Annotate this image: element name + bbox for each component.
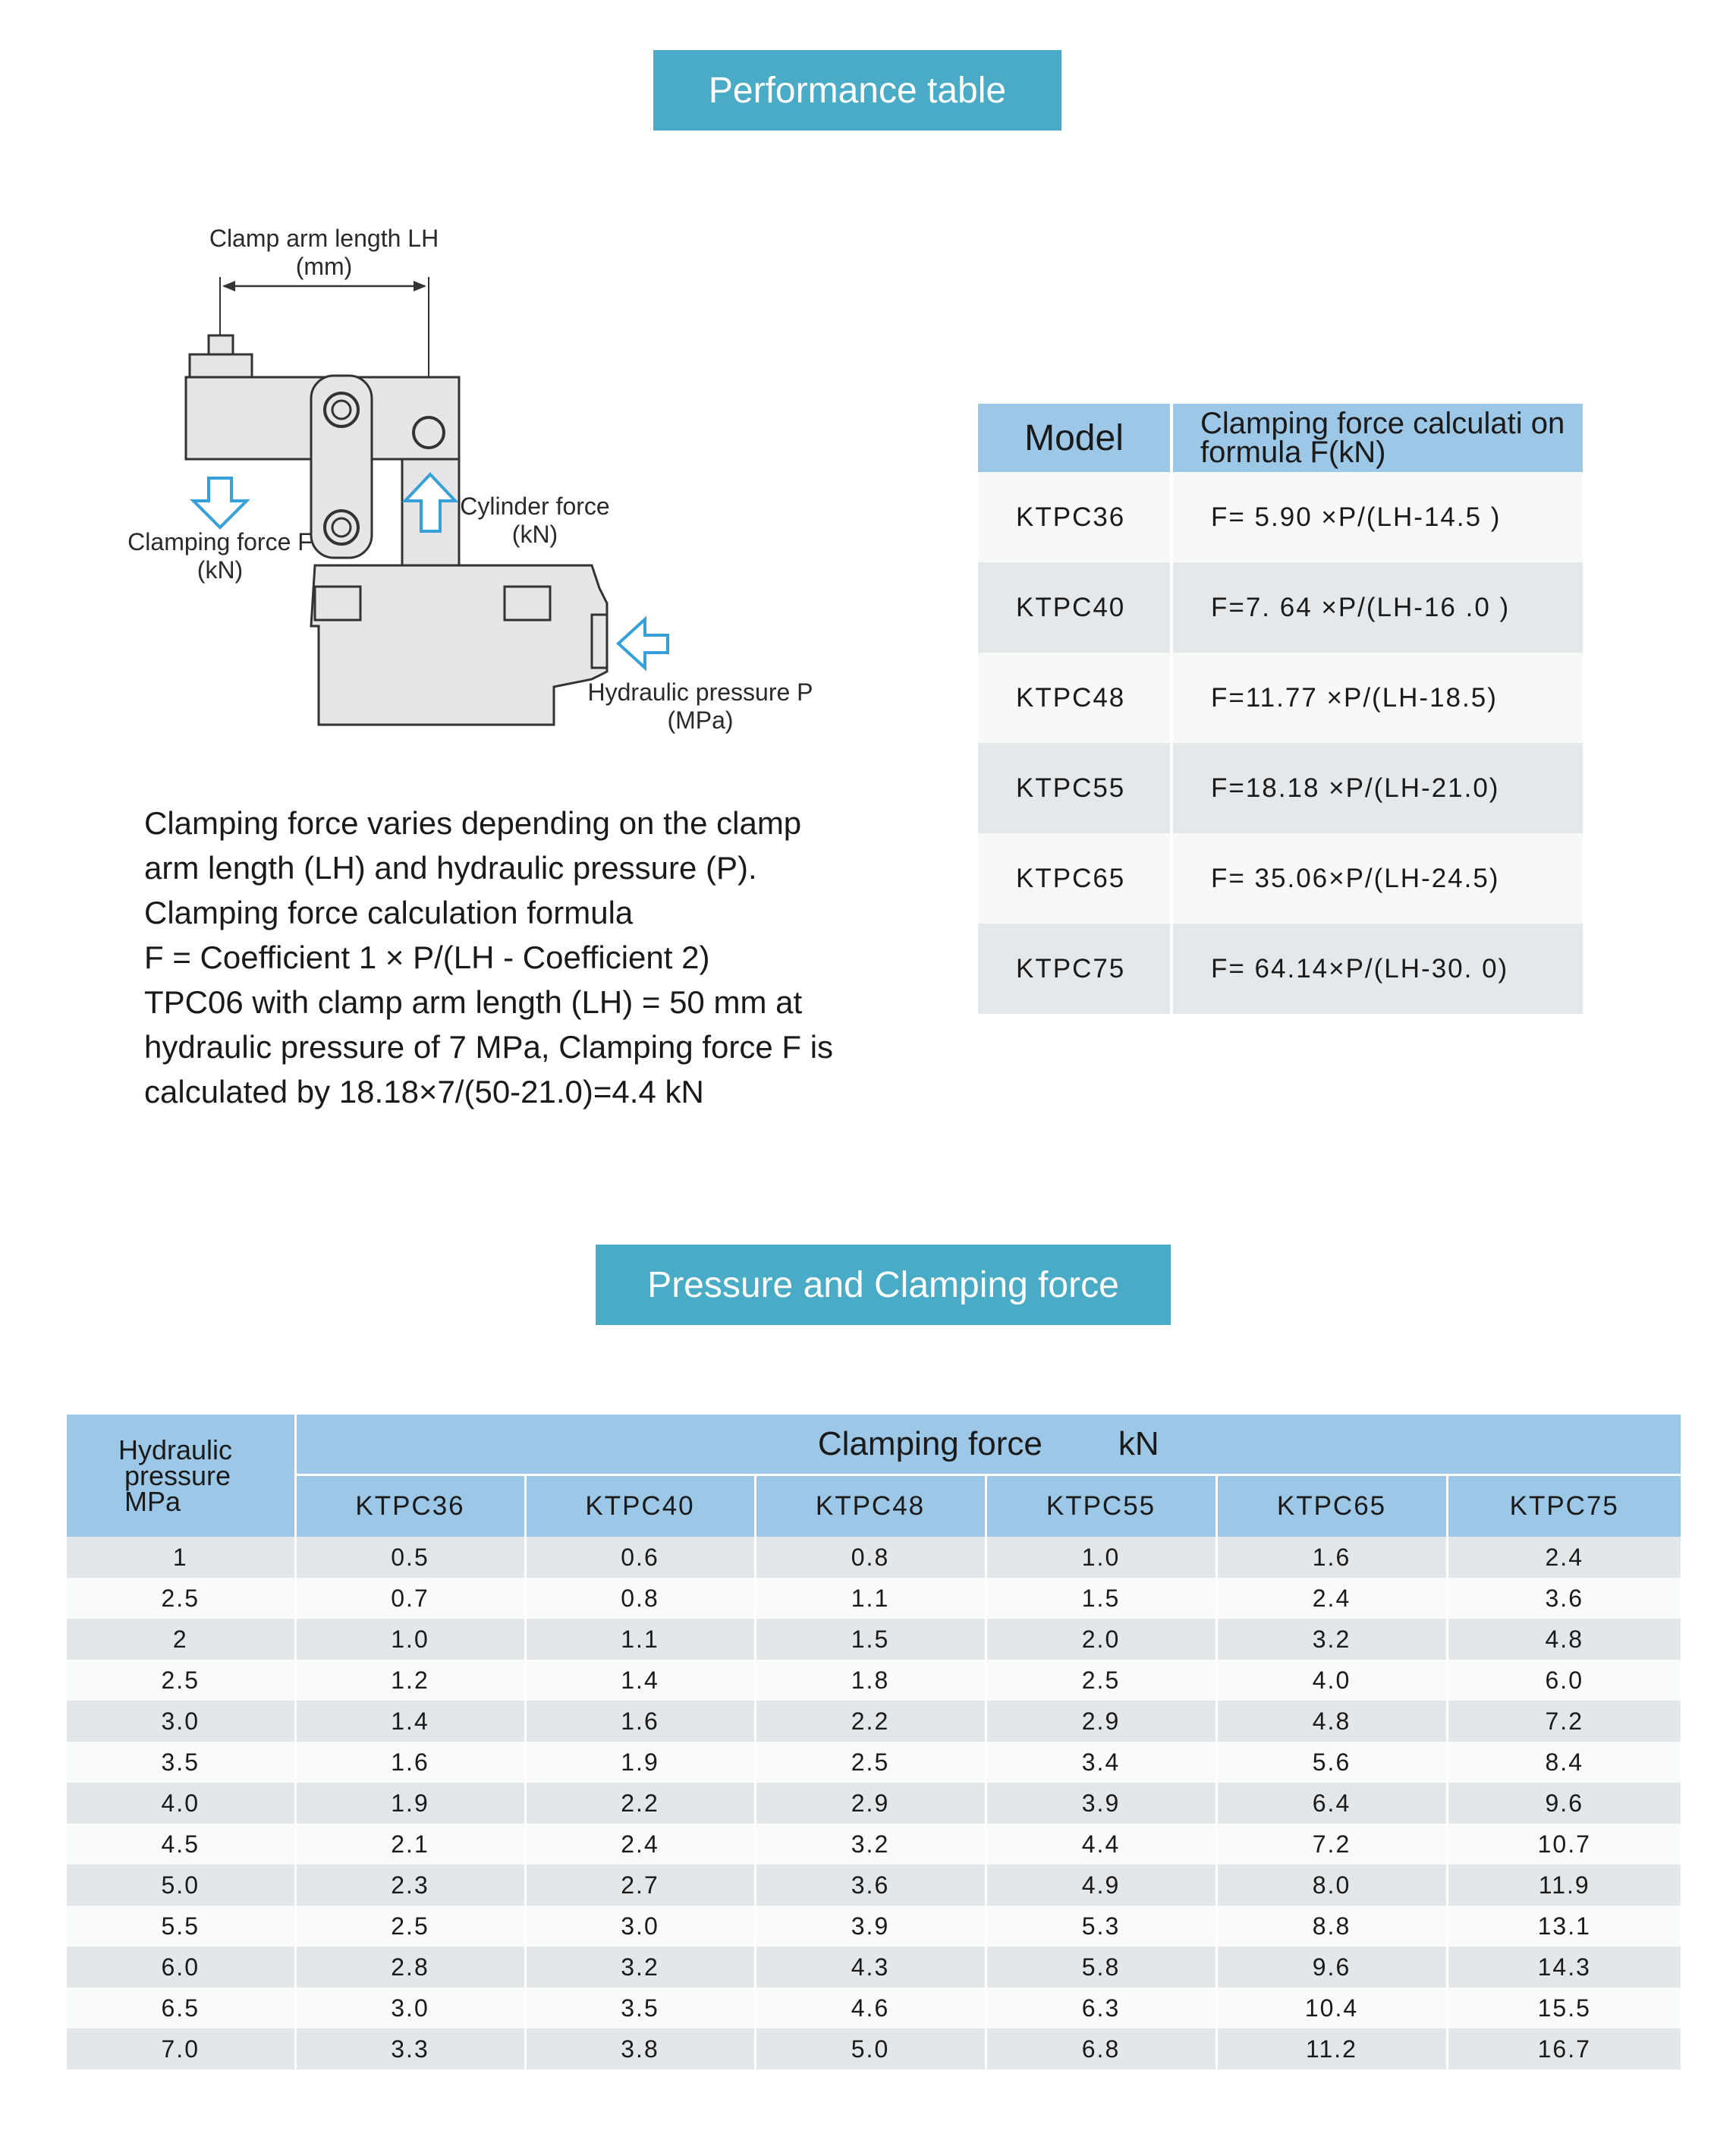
force-cell: 3.2 (755, 1824, 986, 1865)
force-cell: 1.9 (525, 1742, 755, 1783)
force-cell: 3.0 (525, 1906, 755, 1947)
model-header: KTPC40 (525, 1475, 755, 1538)
force-cell: 4.9 (986, 1865, 1216, 1906)
header-clamping-force (295, 1415, 1681, 1475)
force-cell: 7.2 (1216, 1824, 1447, 1865)
formula-table-header (978, 404, 1583, 472)
description-line: Clamping force calculation formula (144, 895, 634, 930)
table-row (67, 1988, 1681, 2029)
pressure-table-model-row (67, 1475, 1681, 1538)
pressure-cell: 3.5 (67, 1742, 295, 1783)
force-cell: 5.6 (1216, 1742, 1447, 1783)
force-cell: 1.8 (755, 1660, 986, 1701)
force-cell: 3.2 (1216, 1619, 1447, 1660)
header-model: Model (978, 404, 1171, 472)
force-cell: 0.8 (525, 1578, 755, 1619)
force-cell: 4.0 (1216, 1660, 1447, 1701)
force-cell: 10.4 (1216, 1988, 1447, 2029)
force-cell: 5.0 (755, 2029, 986, 2069)
force-cell: 3.4 (986, 1742, 1216, 1783)
description-line: F = Coefficient 1 × P/(LH - Coefficient 2) (144, 940, 710, 975)
force-cell: 2.4 (1447, 1537, 1681, 1578)
force-cell: 16.7 (1447, 2029, 1681, 2069)
clamping-force-label: Clamping force F (127, 528, 313, 556)
table-row (67, 1783, 1681, 1824)
pressure-cell: 4.0 (67, 1783, 295, 1824)
table-row (67, 1660, 1681, 1701)
header-formula (1171, 404, 1583, 472)
pressure-cell: 5.0 (67, 1865, 295, 1906)
force-cell: 1.0 (986, 1537, 1216, 1578)
force-cell: 13.1 (1447, 1906, 1681, 1947)
description-text (144, 801, 903, 1114)
arm-length-label: Clamp arm length LH (209, 225, 439, 252)
model-header: KTPC65 (1216, 1475, 1447, 1538)
table-row (67, 2029, 1681, 2069)
force-cell: 14.3 (1447, 1947, 1681, 1988)
cylinder-force-unit: (kN) (511, 521, 558, 548)
table-row (67, 1824, 1681, 1865)
table-row (67, 1947, 1681, 1988)
table-row (67, 1537, 1681, 1578)
force-cell: 0.8 (755, 1537, 986, 1578)
pressure-cell: 3.0 (67, 1701, 295, 1742)
force-cell: 1.9 (295, 1783, 525, 1824)
model-cell: KTPC40 (978, 562, 1171, 653)
formula-cell: F= 64.14×P/(LH-30. 0) (1171, 924, 1583, 1014)
formula-cell: F= 35.06×P/(LH-24.5) (1171, 833, 1583, 924)
pressure-cell: 5.5 (67, 1906, 295, 1947)
header-pressure-line2: pressure (124, 1459, 231, 1491)
force-cell: 1.5 (986, 1578, 1216, 1619)
force-cell: 4.3 (755, 1947, 986, 1988)
model-cell: KTPC48 (978, 653, 1171, 743)
pressure-cell: 4.5 (67, 1824, 295, 1865)
force-cell: 6.0 (1447, 1660, 1681, 1701)
description-line: TPC06 with clamp arm length (LH) = 50 mm at (144, 984, 803, 1020)
pressure-table-header (67, 1415, 1681, 1475)
pressure-cell: 2 (67, 1619, 295, 1660)
formula-table (978, 404, 1583, 1014)
force-cell: 3.9 (755, 1906, 986, 1947)
table-row (67, 1701, 1681, 1742)
table-row (67, 1619, 1681, 1660)
hydraulic-pressure-unit: (MPa) (667, 707, 734, 734)
pressure-cell: 7.0 (67, 2029, 295, 2069)
force-cell: 2.5 (986, 1660, 1216, 1701)
force-cell: 5.8 (986, 1947, 1216, 1988)
force-cell: 7.2 (1447, 1701, 1681, 1742)
table-row (978, 653, 1583, 743)
header-hydraulic-pressure (67, 1415, 295, 1537)
table-row (67, 1906, 1681, 1947)
force-cell: 4.6 (755, 1988, 986, 2029)
table-row (67, 1578, 1681, 1619)
pressure-cell: 2.5 (67, 1578, 295, 1619)
header-formula-line2: formula F(kN) (1200, 436, 1386, 469)
description-line: arm length (LH) and hydraulic pressure (P). (144, 850, 757, 886)
header-pressure-line3: MPa (124, 1485, 181, 1517)
table-row (67, 1742, 1681, 1783)
force-cell: 6.4 (1216, 1783, 1447, 1824)
hydraulic-pressure-arrow-icon (618, 619, 668, 668)
header-force-unit: kN (1118, 1425, 1159, 1462)
force-cell: 3.0 (295, 1988, 525, 2029)
force-cell: 1.1 (525, 1619, 755, 1660)
cylinder-force-label: Cylinder force (460, 493, 610, 520)
clamping-force-unit: (kN) (197, 556, 244, 584)
force-cell: 6.8 (986, 2029, 1216, 2069)
force-cell: 0.5 (295, 1537, 525, 1578)
force-cell: 1.5 (755, 1619, 986, 1660)
force-cell: 1.4 (295, 1701, 525, 1742)
header-formula-line1: Clamping force calculati on (1200, 407, 1565, 440)
force-cell: 4.8 (1447, 1619, 1681, 1660)
formula-cell: F=18.18 ×P/(LH-21.0) (1171, 743, 1583, 833)
model-cell: KTPC75 (978, 924, 1171, 1014)
hydraulic-pressure-label: Hydraulic pressure P (587, 678, 813, 706)
force-cell: 3.2 (525, 1947, 755, 1988)
table-row (978, 833, 1583, 924)
force-cell: 1.6 (295, 1742, 525, 1783)
header-force-label: Clamping force (817, 1425, 1043, 1462)
force-cell: 1.0 (295, 1619, 525, 1660)
force-cell: 2.9 (986, 1701, 1216, 1742)
pressure-cell: 6.0 (67, 1947, 295, 1988)
force-cell: 3.9 (986, 1783, 1216, 1824)
clamp-diagram (121, 216, 827, 748)
force-cell: 1.1 (755, 1578, 986, 1619)
table-row (978, 924, 1583, 1014)
pressure-cell: 2.5 (67, 1660, 295, 1701)
force-cell: 3.8 (525, 2029, 755, 2069)
force-cell: 2.4 (525, 1824, 755, 1865)
description-line: hydraulic pressure of 7 MPa, Clamping force F is (144, 1029, 834, 1065)
force-cell: 1.6 (525, 1701, 755, 1742)
header-pressure-line1: Hydraulic (118, 1434, 233, 1465)
force-cell: 2.9 (755, 1783, 986, 1824)
model-cell: KTPC36 (978, 472, 1171, 562)
formula-cell: F=11.77 ×P/(LH-18.5) (1171, 653, 1583, 743)
model-header: KTPC75 (1447, 1475, 1681, 1538)
table-row (978, 743, 1583, 833)
force-cell: 3.5 (525, 1988, 755, 2029)
model-header: KTPC36 (295, 1475, 525, 1538)
model-cell: KTPC65 (978, 833, 1171, 924)
force-cell: 9.6 (1216, 1947, 1447, 1988)
table-row (978, 472, 1583, 562)
force-cell: 10.7 (1447, 1824, 1681, 1865)
force-cell: 3.6 (755, 1865, 986, 1906)
force-cell: 0.6 (525, 1537, 755, 1578)
force-cell: 5.3 (986, 1906, 1216, 1947)
force-cell: 2.5 (755, 1742, 986, 1783)
force-cell: 1.2 (295, 1660, 525, 1701)
force-cell: 8.8 (1216, 1906, 1447, 1947)
force-cell: 2.5 (295, 1906, 525, 1947)
force-cell: 6.3 (986, 1988, 1216, 2029)
force-cell: 2.7 (525, 1865, 755, 1906)
force-cell: 3.6 (1447, 1578, 1681, 1619)
force-cell: 1.4 (525, 1660, 755, 1701)
arm-length-unit: (mm) (295, 253, 353, 280)
model-header: KTPC48 (755, 1475, 986, 1538)
force-cell: 8.4 (1447, 1742, 1681, 1783)
force-cell: 2.3 (295, 1865, 525, 1906)
force-cell: 8.0 (1216, 1865, 1447, 1906)
pressure-cell: 1 (67, 1537, 295, 1578)
performance-table-banner: Performance table (653, 50, 1061, 131)
force-cell: 11.9 (1447, 1865, 1681, 1906)
force-cell: 11.2 (1216, 2029, 1447, 2069)
force-cell: 15.5 (1447, 1988, 1681, 2029)
model-header: KTPC55 (986, 1475, 1216, 1538)
clamping-force-arrow-icon (193, 478, 247, 527)
force-cell: 4.4 (986, 1824, 1216, 1865)
pressure-table (67, 1415, 1681, 2069)
force-cell: 2.0 (986, 1619, 1216, 1660)
model-cell: KTPC55 (978, 743, 1171, 833)
table-row (978, 562, 1583, 653)
force-cell: 2.1 (295, 1824, 525, 1865)
pressure-clamping-banner: Pressure and Clamping force (596, 1245, 1171, 1325)
force-cell: 1.6 (1216, 1537, 1447, 1578)
table-row (67, 1865, 1681, 1906)
force-cell: 3.3 (295, 2029, 525, 2069)
formula-cell: F= 5.90 ×P/(LH-14.5 ) (1171, 472, 1583, 562)
description-line: Clamping force varies depending on the clamp (144, 805, 802, 841)
force-cell: 2.2 (525, 1783, 755, 1824)
force-cell: 4.8 (1216, 1701, 1447, 1742)
force-cell: 2.2 (755, 1701, 986, 1742)
formula-cell: F=7. 64 ×P/(LH-16 .0 ) (1171, 562, 1583, 653)
force-cell: 0.7 (295, 1578, 525, 1619)
force-cell: 9.6 (1447, 1783, 1681, 1824)
force-cell: 2.4 (1216, 1578, 1447, 1619)
description-line: calculated by 18.18×7/(50-21.0)=4.4 kN (144, 1074, 704, 1109)
force-cell: 2.8 (295, 1947, 525, 1988)
pressure-cell: 6.5 (67, 1988, 295, 2029)
